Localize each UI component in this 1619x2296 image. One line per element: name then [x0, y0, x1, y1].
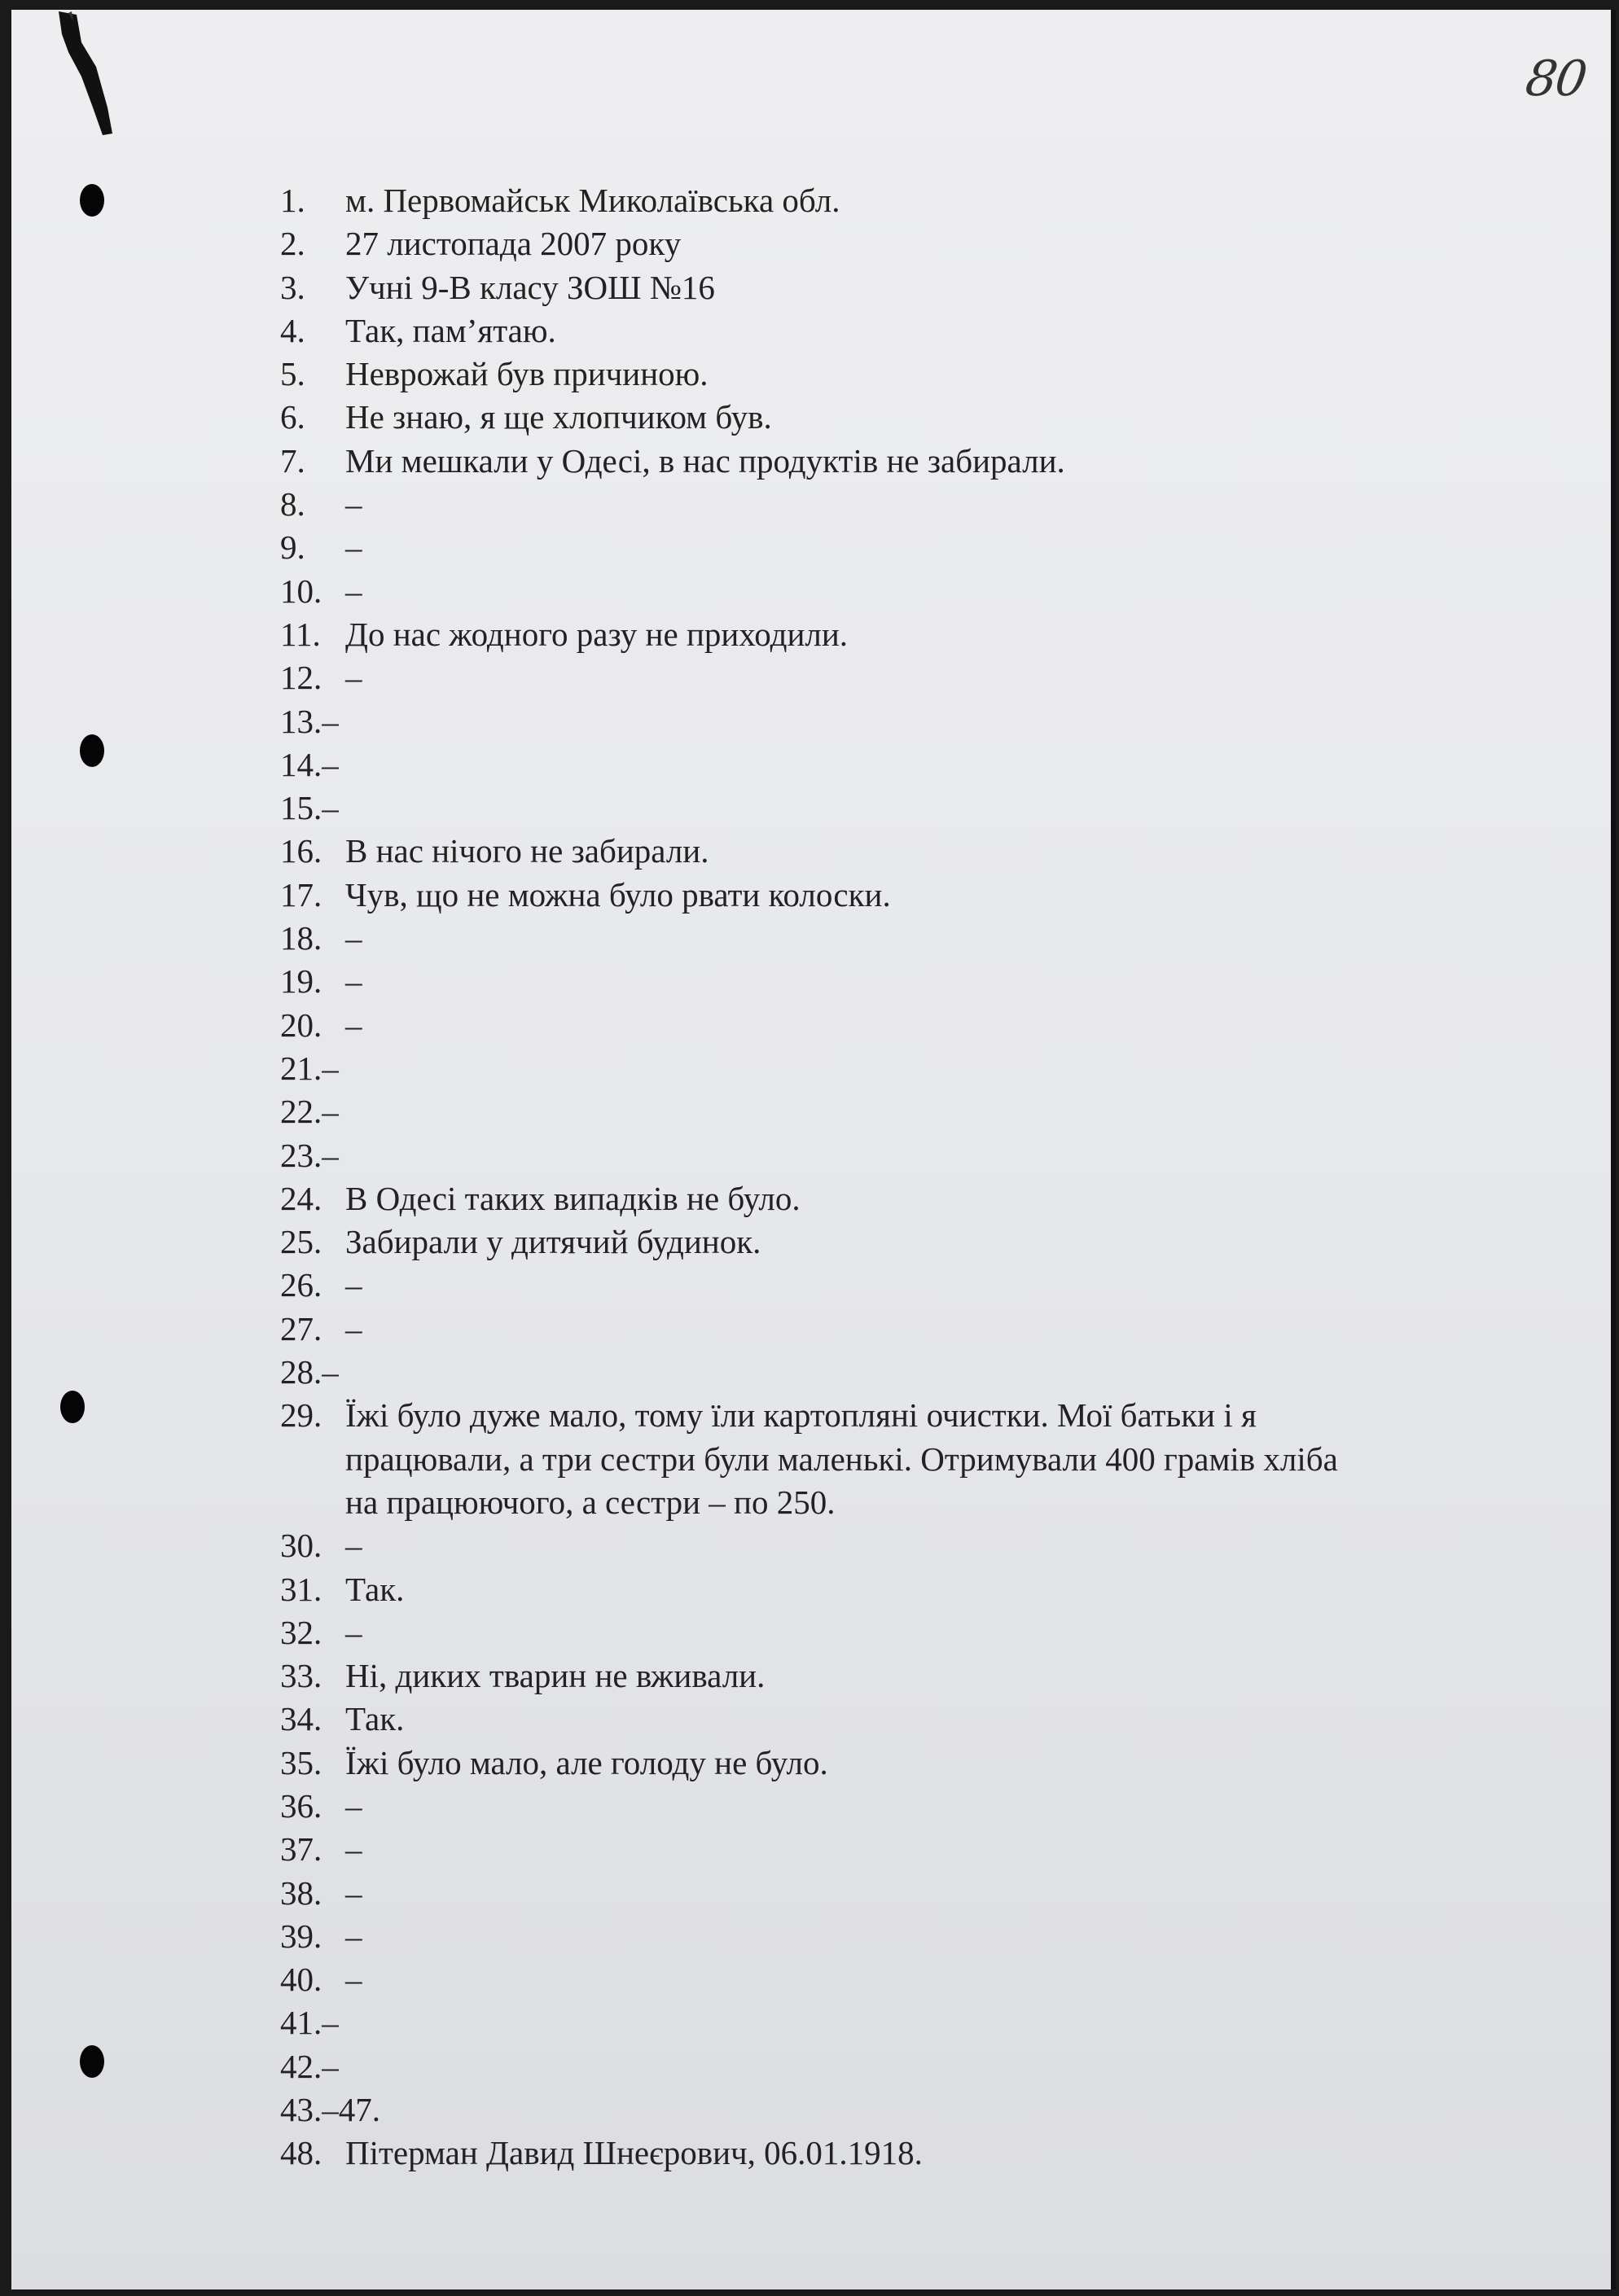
answer-text: Пітерман Давид Шнеєрович, 06.01.1918.: [345, 2134, 923, 2172]
answer-number: 3.: [280, 268, 305, 306]
answer-item: [280, 1915, 1518, 1958]
answer-text: –: [345, 1830, 362, 1869]
punch-hole-1: [80, 184, 104, 217]
answer-item: [280, 2001, 1518, 2044]
handwritten-page-number: 80: [1522, 50, 1590, 107]
answer-number: 8.: [280, 485, 305, 524]
answer-number: 30.: [280, 1527, 322, 1565]
answer-item: [280, 1524, 1518, 1567]
answer-item: [280, 2132, 1518, 2175]
answer-item: [280, 874, 1518, 917]
answer-item: [280, 613, 1518, 656]
answer-number: 1.: [280, 182, 305, 219]
answer-number: 17.: [280, 875, 322, 914]
answer-text: м. Первомайськ Миколаївська обл.: [345, 182, 840, 219]
answer-item: [280, 1872, 1518, 1915]
answer-number: 9.: [280, 528, 305, 567]
answer-number: 38.: [280, 1873, 322, 1912]
answer-item: [280, 830, 1518, 873]
answer-number: 6.: [280, 398, 305, 436]
answer-text: Не знаю, я ще хлопчиком був.: [345, 398, 772, 436]
answer-item: [280, 1177, 1518, 1220]
answer-number: 42.–: [280, 2047, 339, 2085]
answer-text: Так.: [345, 1570, 405, 1608]
torn-corner-mark: [11, 10, 125, 148]
answer-number: 10.: [280, 572, 322, 610]
answer-text: –: [345, 919, 362, 957]
answer-item: [280, 656, 1518, 699]
answer-text: –: [345, 1961, 362, 1999]
answer-text: Неврожай був причиною.: [345, 355, 709, 393]
answer-item: [280, 1264, 1518, 1307]
answer-text: Чув, що не можна було рвати колоски.: [345, 875, 891, 914]
answer-text: –: [345, 1309, 362, 1347]
answer-item: [280, 266, 1518, 309]
answer-item: [280, 396, 1518, 439]
answer-item: [280, 743, 1518, 787]
answer-number: 4.: [280, 311, 305, 349]
answer-item: [280, 1220, 1518, 1264]
answer-text: До нас жодного разу не приходили.: [345, 615, 849, 653]
answer-number: 15.–: [280, 789, 339, 827]
answer-text: –: [345, 1873, 362, 1912]
answer-number: 29.: [280, 1396, 322, 1435]
answer-text: Так, пам’ятаю.: [345, 311, 556, 349]
answer-number: 41.–: [280, 2004, 339, 2042]
answer-item: [280, 440, 1518, 483]
answer-item: [280, 1611, 1518, 1654]
answer-item: [280, 222, 1518, 265]
answer-number: 28.–: [280, 1353, 339, 1391]
answer-number: 12.: [280, 659, 322, 697]
answer-number: 40.: [280, 1961, 322, 1999]
answer-item: [280, 1090, 1518, 1133]
answer-item: [280, 1351, 1518, 1394]
answer-item: [280, 570, 1518, 613]
answer-number: 48.: [280, 2134, 322, 2172]
answer-number: 35.: [280, 1743, 322, 1781]
answer-number: 31.: [280, 1570, 322, 1608]
punch-hole-3: [60, 1391, 85, 1423]
answer-number: 39.: [280, 1917, 322, 1955]
answer-item: [280, 526, 1518, 569]
answer-item: [280, 1742, 1518, 1785]
answer-text: –: [345, 1527, 362, 1565]
punch-hole-4: [80, 2045, 104, 2078]
answer-text: Їжі було мало, але голоду не було.: [345, 1743, 828, 1781]
answer-number: 24.: [280, 1179, 322, 1217]
answer-text: В нас нічого не забирали.: [345, 832, 709, 870]
answer-text: –: [345, 1266, 362, 1304]
answer-text: –: [345, 1917, 362, 1955]
answer-number: 34.: [280, 1700, 322, 1738]
answer-text: В Одесі таких випадків не було.: [345, 1179, 801, 1217]
answer-text: Ми мешкали у Одесі, в нас продуктів не забирали.: [345, 441, 1065, 480]
answer-number: 16.: [280, 832, 322, 870]
answer-text: –: [345, 528, 362, 567]
answer-number: 7.: [280, 441, 305, 480]
answer-text: –: [345, 485, 362, 524]
answer-text: Ні, диких тварин не вживали.: [345, 1657, 766, 1695]
answer-list: [280, 179, 1518, 2176]
answer-text: –: [345, 572, 362, 610]
answer-number: 2.: [280, 225, 305, 263]
answer-number: 14.–: [280, 745, 339, 783]
answer-item: [280, 917, 1518, 960]
answer-number: 21.–: [280, 1049, 339, 1087]
answer-item: [280, 353, 1518, 396]
answer-number: 36.: [280, 1786, 322, 1825]
answer-item: [280, 1568, 1518, 1611]
answer-text: Учні 9-В класу ЗОШ №16: [345, 268, 715, 306]
answer-item: [280, 1004, 1518, 1047]
answer-item: [280, 1394, 1518, 1524]
answer-item: [280, 2045, 1518, 2088]
answer-item: [280, 1134, 1518, 1177]
answer-item: [280, 179, 1518, 222]
answer-text: –: [345, 1786, 362, 1825]
answer-item: [280, 1828, 1518, 1871]
answer-number: 18.: [280, 919, 322, 957]
answer-item: [280, 2088, 1518, 2132]
answer-number: 37.: [280, 1830, 322, 1869]
answer-text: Забирали у дитячий будинок.: [345, 1223, 761, 1261]
answer-number: 32.: [280, 1613, 322, 1651]
answer-text: –: [345, 659, 362, 697]
answer-text: –: [345, 962, 362, 1001]
answer-item: [280, 1654, 1518, 1698]
answer-number: 13.–: [280, 702, 339, 740]
answer-text: –: [345, 1006, 362, 1044]
punch-hole-2: [80, 734, 104, 767]
answer-item: [280, 309, 1518, 353]
answer-number: 25.: [280, 1223, 322, 1261]
answer-item: [280, 700, 1518, 743]
answer-number: 22.–: [280, 1093, 339, 1131]
answer-item: [280, 1308, 1518, 1351]
answer-item: [280, 1698, 1518, 1741]
answer-item: [280, 787, 1518, 830]
answer-number: 11.: [280, 615, 321, 653]
answer-number: 33.: [280, 1657, 322, 1695]
answer-number: 23.–: [280, 1136, 339, 1174]
document-page: [11, 10, 1616, 2289]
answer-item: [280, 1785, 1518, 1828]
answer-item: [280, 483, 1518, 526]
answer-number: 20.: [280, 1006, 322, 1044]
answer-text: Так.: [345, 1700, 405, 1738]
answer-text: Їжі було дуже мало, тому їли картопляні очистки. Мої батьки і я працювали, а три сестри були маленькі. Отримували 400 грамів хліба на працюючого, а сестри – по 250.: [345, 1396, 1338, 1521]
answer-number: 19.: [280, 962, 322, 1001]
answer-item: [280, 1047, 1518, 1090]
answer-text: 27 листопада 2007 року: [345, 225, 682, 263]
answer-item: [280, 1958, 1518, 2001]
answer-text: –: [345, 1613, 362, 1651]
answer-number: 27.: [280, 1309, 322, 1347]
answer-number: 26.: [280, 1266, 322, 1304]
answer-number: 5.: [280, 355, 305, 393]
answer-number: 43.–47.: [280, 2091, 380, 2129]
answer-item: [280, 960, 1518, 1003]
